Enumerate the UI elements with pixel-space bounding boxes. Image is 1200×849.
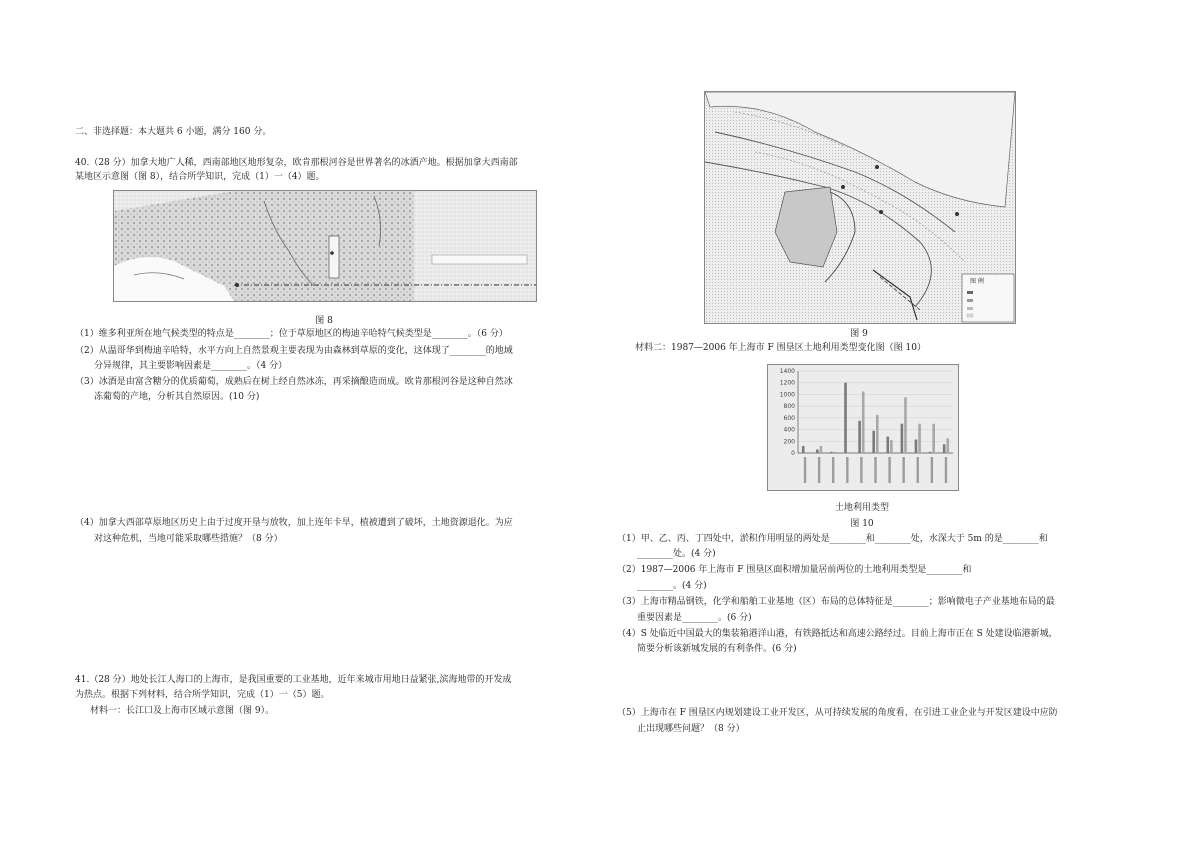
q40-sub2-line2: 分异规律，其主要影响因素是________。（4 分） <box>94 361 288 371</box>
bar <box>872 431 875 453</box>
figure-9-legend-title: 图 例 <box>970 278 984 285</box>
figure-9-map <box>704 91 1016 324</box>
bar <box>901 424 904 453</box>
x-category-mark <box>846 457 848 483</box>
q41-material1: 材料一：长江口及上海市区域示意图（图 9）。 <box>90 706 275 716</box>
bar <box>858 421 861 453</box>
bar <box>886 437 889 453</box>
x-category-mark <box>888 457 890 483</box>
figure-8-caption: 图 8 <box>315 316 333 326</box>
x-category-mark <box>902 457 904 483</box>
bar <box>904 397 907 453</box>
q40-intro-line2: 某地区示意图（图 8），结合所学知识，完成（1）一（4）题。 <box>75 172 325 182</box>
figure-9-caption: 图 9 <box>850 329 868 339</box>
figure-10-xlabel: 土地利用类型 <box>834 503 889 513</box>
axis-line <box>798 371 953 453</box>
y-tick-label: 600 <box>783 414 795 422</box>
y-tick-label: 1200 <box>779 379 795 387</box>
x-category-mark <box>917 457 919 483</box>
q41-sub5-line2: 止出现哪些问题？（8 分） <box>637 724 745 734</box>
section-header: 二、非选择题：本大题共 6 小题，满分 160 分。 <box>75 127 272 137</box>
q41-sub3-line1: （3）上海市精品钢铁，化学和船舶工业基地（区）布局的总体特征是________；影响微电子产业基地布局的最 <box>617 597 1055 607</box>
x-category-mark <box>804 457 806 483</box>
q41-intro-line2: 为热点。根据下列材料，结合所学知识，完成（1）一（5）题。 <box>75 690 330 700</box>
bar <box>890 440 893 453</box>
y-tick-label: 800 <box>783 403 795 411</box>
y-tick-label: 0 <box>791 450 795 457</box>
q40-sub3-line1: （3）冰酒是由富含糖分的优质葡萄，成熟后在树上经自然冰冻，再采摘酿造而成。欧肯那根河谷是这种自然冰 <box>75 377 513 387</box>
q41-sub2-line2: ________。(4 分) <box>637 581 707 591</box>
y-tick-label: 1000 <box>779 391 795 399</box>
bar <box>876 415 879 453</box>
q41-sub4-line1: （4）S 处临近中国最大的集装箱港洋山港，有铁路抵达和高速公路经过。目前上海市正在 S 处建设临港新城， <box>617 629 1058 639</box>
q41-sub1-line2: ________处。(4 分) <box>637 549 716 559</box>
bar <box>929 452 932 453</box>
y-tick-label: 400 <box>783 426 795 434</box>
q41-material2: 材料二：1987—2006 年上海市 F 围垦区土地利用类型变化图（图 10） <box>635 343 926 353</box>
q40-sub1: （1）维多利亚所在地气候类型的特点是________；位于草原地区的梅迪辛哈特气候类型是________。（6 分） <box>75 329 508 339</box>
figure-10-chart-svg <box>768 365 958 490</box>
q40-intro-line1: 40.（28 分）加拿大地广人稀，西南部地区地形复杂，欧肯那根河谷是世界著名的冰酒产地。根据加拿大西南部 <box>75 158 518 168</box>
q41-sub2-line1: （2）1987—2006 年上海市 F 围垦区面积增加量居前两位的土地利用类型是________和 <box>617 565 972 575</box>
figure-10-chart <box>767 364 959 491</box>
q41-intro-line1: 41.（28 分）地处长江人海口的上海市，是我国重要的工业基地，近年来城市用地日益紧张,滨海地带的开发成 <box>75 675 512 685</box>
bar <box>943 444 946 453</box>
bar <box>844 383 847 453</box>
figure-10-caption: 图 10 <box>850 519 874 529</box>
bar <box>918 424 921 453</box>
bar <box>946 438 949 453</box>
bar <box>915 440 918 453</box>
q41-sub4-line2: 简要分析该新城发展的有利条件。(6 分) <box>637 644 797 654</box>
q40-sub4-line2: 对这种危机，当地可能采取哪些措施？（8 分） <box>94 534 283 544</box>
q40-sub4-line1: （4）加拿大西部草原地区历史上由于过度开垦与放牧，加上连年卡旱，植被遭到了破坏，土地资源退化。为应 <box>75 518 513 528</box>
bar <box>862 392 865 454</box>
x-category-mark <box>945 457 947 483</box>
q41-sub3-line2: 重要因素是________。(6 分) <box>637 613 752 623</box>
bar <box>830 452 833 453</box>
bar <box>834 452 837 453</box>
figure-8-map <box>113 190 537 302</box>
q41-sub1-line1: （1）甲、乙、丙、丁四处中，淤积作用明显的两处是________和________处，水深大于 5m 的是________和 <box>617 534 1048 544</box>
bar <box>932 424 935 453</box>
bar <box>802 446 805 453</box>
bar <box>820 446 823 453</box>
figure-9-map-graphic <box>705 92 1015 323</box>
bar <box>816 449 819 453</box>
q41-sub5-line1: （5）上海市在 F 围垦区内规划建设工业开发区，从可持续发展的角度看，在引进工业企业与开发区建设中应防 <box>617 708 1058 718</box>
q40-sub2-line1: （2）从温哥华到梅迪辛哈特，水平方向上自然景观主要表现为由森林到草原的变化，这体现了________的地域 <box>75 346 513 356</box>
y-tick-label: 1400 <box>779 368 795 375</box>
x-category-mark <box>931 457 933 483</box>
x-category-mark <box>832 457 834 483</box>
x-category-mark <box>874 457 876 483</box>
figure-8-map-graphic <box>114 191 536 301</box>
x-category-mark <box>860 457 862 483</box>
q40-sub3-line2: 冻葡萄的产地，分析其自然原因。(10 分) <box>94 392 260 402</box>
x-category-mark <box>818 457 820 483</box>
y-tick-label: 200 <box>783 438 795 446</box>
